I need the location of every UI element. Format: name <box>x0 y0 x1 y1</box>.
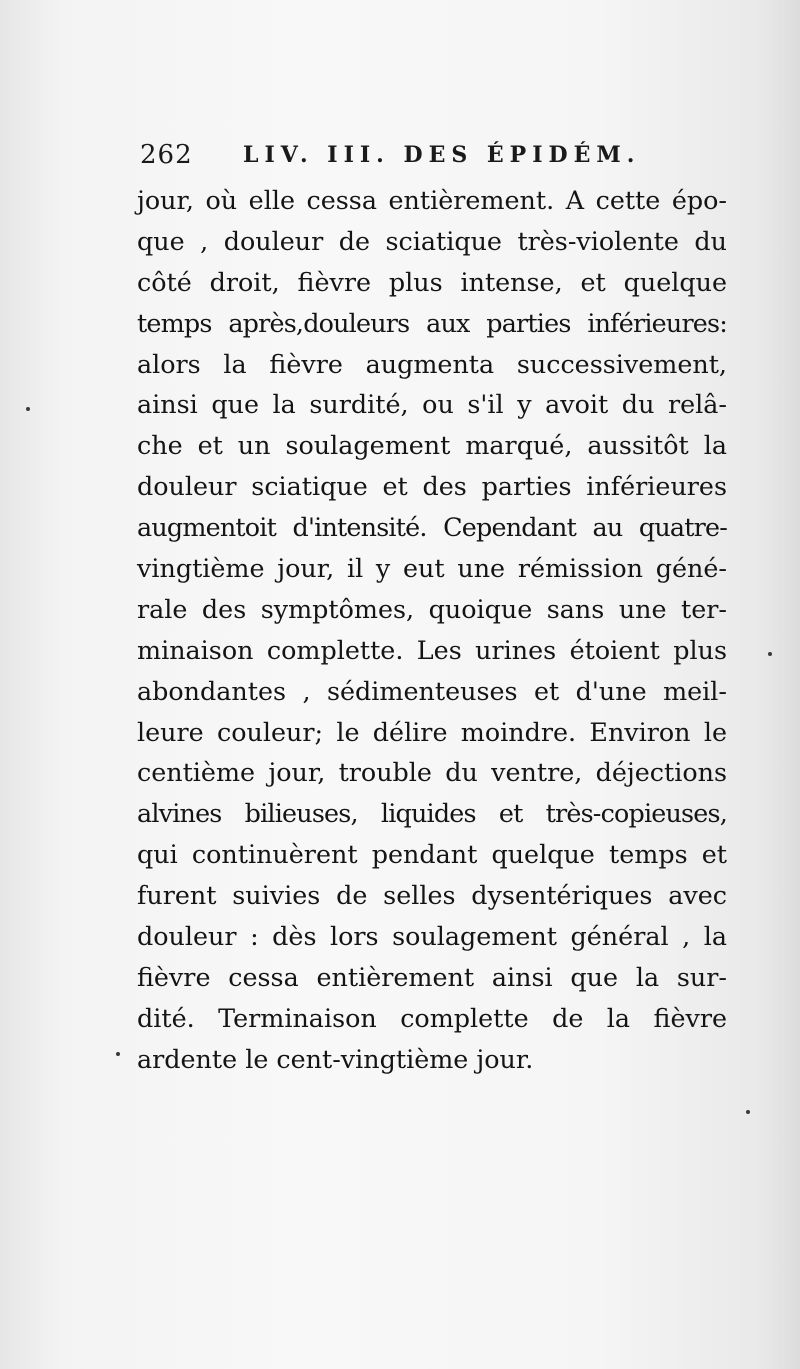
text-line: centième jour, trouble du ventre, déjections <box>137 757 727 788</box>
text-line: furent suivies de selles dysentériques avec <box>137 880 727 911</box>
text-line: qui continuèrent pendant quelque temps et <box>137 839 727 870</box>
text-line: que , douleur de sciatique très-violente du <box>137 225 727 256</box>
text-line: dité. Terminaison complette de la fièvre <box>137 1002 727 1033</box>
margin-speck <box>26 407 30 411</box>
text-line: augmentoit d'intensité. Cependant au quatre- <box>137 512 727 543</box>
text-line: vingtième jour, il y eut une rémission géné- <box>137 553 727 584</box>
text-line: temps après,douleurs aux parties inférieures: <box>137 307 727 338</box>
text-line: minaison complette. Les urines étoient plus <box>137 634 727 665</box>
text-line: ainsi que la surdité, ou s'il y avoit du relâ- <box>137 389 727 420</box>
text-line: rale des symptômes, quoique sans une ter- <box>137 593 727 624</box>
text-line: alors la fièvre augmenta successivement, <box>137 348 727 379</box>
text-line: abondantes , sédimenteuses et d'une meil- <box>137 675 727 706</box>
page-header <box>140 138 740 174</box>
body-text <box>137 180 727 1080</box>
text-line: fièvre cessa entièrement ainsi que la sur- <box>137 961 727 992</box>
text-line: leure couleur; le délire moindre. Environ le <box>137 716 727 747</box>
text-line: douleur : dès lors soulagement général , la <box>137 921 727 952</box>
margin-speck <box>116 1052 120 1056</box>
text-line: alvines bilieuses, liquides et très-copieuses, <box>137 798 727 829</box>
text-line: jour, où elle cessa entièrement. A cette épo- <box>137 185 727 215</box>
text-line: ardente le cent-vingtième jour. <box>137 1043 534 1074</box>
text-line: côté droit, fièvre plus intense, et quelque <box>137 266 727 297</box>
margin-speck <box>768 652 772 656</box>
margin-speck <box>746 1110 750 1114</box>
text-line: douleur sciatique et des parties inférieures <box>137 471 727 502</box>
running-head: LIV. III. DES ÉPIDÉM. <box>243 142 641 168</box>
page-number: 262 <box>140 140 193 170</box>
text-line: che et un soulagement marqué, aussitôt la <box>137 430 727 461</box>
